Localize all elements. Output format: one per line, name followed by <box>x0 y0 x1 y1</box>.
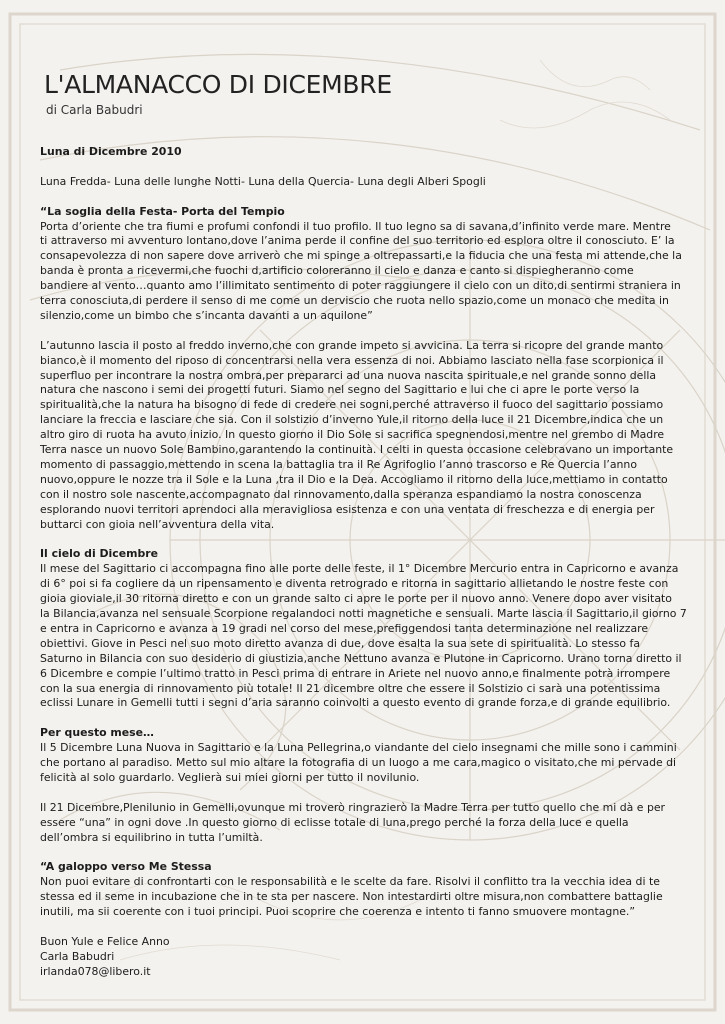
paragraph-line: bandiere al vento…quanto amo l’illimitato sentimento di poter raggiungere il cielo con un dito,di sentirmi straniera in <box>40 279 681 293</box>
gallop-heading: “A galoppo verso Me Stessa <box>40 860 212 874</box>
paragraph-line: di 6° poi si fa cogliere da un ripensamento e diventa retrogrado e ritorna in sagittario allietando le nostre feste con <box>40 577 669 591</box>
paragraph-line: silenzio,come un bimbo che s’incanta davanti a un aquilone” <box>40 308 373 322</box>
paragraph-line: con la sua energia di rinnovamento più totale! Il 21 dicembre oltre che essere il Solstizio ci sarà una potentissima <box>40 681 661 695</box>
paragraph-line: lanciare la freccia e lasciare che sia. Con il solstizio d’inverno Yule,il ritorno della luce il 21 Dicembre,indica che un <box>40 413 664 427</box>
paragraph-line: spiritualità,che la natura ha bisogno di fede di credere nei sogni,perché attraverso il fuoco del sagittario possiamo <box>40 398 664 412</box>
section-fullmoon <box>40 801 690 846</box>
paragraph-line: L’autunno lascia il posto al freddo inverno,che con grande impeto si avvicina. La terra si ricopre del grande manto <box>40 338 664 352</box>
threshold-heading: “La soglia della Festa- Porta del Tempio <box>40 204 285 218</box>
paragraph-line: Terra nasce un nuovo Sole Bambino,garantendo la continuità. I celti in questa occasione celebravano un importante <box>40 443 674 457</box>
moon-heading: Luna di Dicembre 2010 <box>40 145 182 158</box>
paragraph-line: obiettivi. Giove in Pesci nel suo moto diretto avanza di due, dove esalta la sua sete di spiritualità. Lo stesso fa <box>40 636 641 650</box>
paragraph-line: Il 5 Dicembre Luna Nuova in Sagittario e la Luna Pellegrina,o viandante del cielo insegnami che mille sono i cammini <box>40 741 677 755</box>
article-body <box>40 145 690 980</box>
paragraph-line: Porta d’oriente che tra fiumi e profumi confondi il tuo profilo. Il tuo legno sa di savana,d’infinito verde mare. Mentre <box>40 219 671 233</box>
paragraph-line: con il nostro sole nascente,accompagnato dal rinnovamento,dalla speranza espandiamo la nostra conoscenza <box>40 487 642 501</box>
paragraph-line: ti attraverso mi avventuro lontano,dove l’anima perde il confine del suo territorio ed esplora oltre il conosciuto. E’ la <box>40 234 675 248</box>
paragraph-line: che portano al paradiso. Metto sul mio altare la fotografia di un luogo a me cara,magico o visitato,che mi pervade di <box>40 756 677 770</box>
paragraph-line: Saturno in Bilancia con suo desiderio di giustizia,anche Nettuno avanza e Plutone in Capricorno. Urano torna diretto il <box>40 651 682 665</box>
section-autumn <box>40 339 690 533</box>
section-sky <box>40 547 690 711</box>
paragraph-line: banda è pronta a ricevermi,che fuochi d,artificio coloreranno il cielo e danza e canto si dispiegheranno come <box>40 264 634 278</box>
closing-signature <box>40 935 690 980</box>
paragraph-line: eclissi Lunare in Gemelli tutti i segni d’aria saranno coinvolti a questo evento di grande forza,e di grande equilibrio. <box>40 696 671 710</box>
paragraph-line: consapevolezza di non sapere dove arriverò che mi spinge a oltrepassarti,e la fiducia che una festa mi attende,che la <box>40 249 682 263</box>
paragraph-line: esplorando nuovi territori aprendoci alla meravigliosa esistenza e con una ventata di freschezza e di energia per <box>40 502 655 516</box>
paragraph-line: nuovo,oppure le nozze tra il Sole e la Luna ,tra il Dio e la Dea. Accogliamo il ritorno della luce,mettiamo in contatto <box>40 472 668 486</box>
section-gallop <box>40 860 690 920</box>
paragraph-line: Non puoi evitare di confrontarti con le responsabilità e le scelte da fare. Risolvi il conflitto tra la vecchia idea di te <box>40 875 660 889</box>
page-title: L'ALMANACCO DI DICEMBRE <box>44 70 392 99</box>
paragraph-line: natura che nascono i semi dei progetti futuri. Siamo nel segno del Sagittario e lui che ci apre le porte verso la <box>40 383 640 397</box>
paragraph-line: superfluo per incontrare la nostra ombra,per prepararci ad una nuova nascita spirituale,e nel grande sonno della <box>40 368 657 382</box>
paragraph-line: bianco,è il momento del riposo di concentrarsi nella vera essenza di noi. Abbiamo lasciato nella fase scorpionica il <box>40 353 664 367</box>
closing-greeting: Buon Yule e Felice Anno <box>40 934 170 948</box>
section-month <box>40 726 690 786</box>
paragraph-line: essere “una” in ogni dove .In questo giorno di eclisse totale di luna,prego perché la forza della luce e quella <box>40 815 629 829</box>
section-threshold <box>40 205 690 324</box>
paragraph-line: gioia gioviale,il 30 ritorna diretto e con un grande salto ci apre le porte per il nuovo anno. Venere dopo aver visitato <box>40 592 672 606</box>
month-heading: Per questo mese… <box>40 726 154 740</box>
moon-names: Luna Fredda- Luna delle lunghe Notti- Luna della Quercia- Luna degli Alberi Spogli <box>40 174 486 188</box>
paragraph-line: felicità al solo guardarlo. Veglierà sui miei giorni per tutto il novilunio. <box>40 770 420 784</box>
paragraph-line: inutili, ma sii coerente con i tuoi principi. Puoi scoprire che coerenza e intento ti fanno smuovere montagne.” <box>40 905 636 919</box>
paragraph-line: 6 Dicembre e compie l’ultimo tratto in Pesci prima di entrare in Ariete nel nuovo anno,e finalmente potrà irrompere <box>40 666 671 680</box>
paragraph-line: la Bilancia,avanza nel sensuale Scorpione regalandoci notti magnetiche e sensuali. Marte lascia il Sagittario,il giorno 7 <box>40 607 687 621</box>
paragraph-line: e entra in Capricorno e avanza a 19 gradi nel corso del mese,prefiggendosi tanta determinazione nel realizzare <box>40 621 649 635</box>
paragraph-line: Il 21 Dicembre,Plenilunio in Gemelli,ovunque mi troverò ringrazierò la Madre Terra per tutto quello che mi dà e per <box>40 800 666 814</box>
paragraph-line: dell’ombra si equilibrino in tutta l’umiltà. <box>40 830 263 844</box>
email-address[interactable]: irlanda078@libero.it <box>40 964 151 978</box>
sky-heading: Il cielo di Dicembre <box>40 547 158 561</box>
paragraph-line: altro giro di ruota ha avuto inizio. In questo giorno il Dio Sole si sacrifica spegnendosi,mentre nel grembo di Madre <box>40 428 665 442</box>
paragraph-line: buttarci con gioia nell’avventura della vita. <box>40 517 275 531</box>
paragraph-line: momento di passaggio,mettendo in scena la battaglia tra il Re Agrifoglio l’anno trascorso e Re Quercia l’anno <box>40 457 638 471</box>
paragraph-line: terra conosciuta,di perdere il senso di me come un derviscio che ruota nello spazio,come un monaco che medita in <box>40 294 669 308</box>
signature-name: Carla Babudri <box>40 949 115 963</box>
author-byline: di Carla Babudri <box>46 103 143 117</box>
paragraph-line: Il mese del Sagittario ci accompagna fino alle porte delle feste, il 1° Dicembre Mercurio entra in Capricorno e avanza <box>40 562 679 576</box>
paragraph-line: stessa ed il seme in incubazione che in te sta per nascere. Non intestardirti oltre misura,non combattere battaglie <box>40 890 663 904</box>
